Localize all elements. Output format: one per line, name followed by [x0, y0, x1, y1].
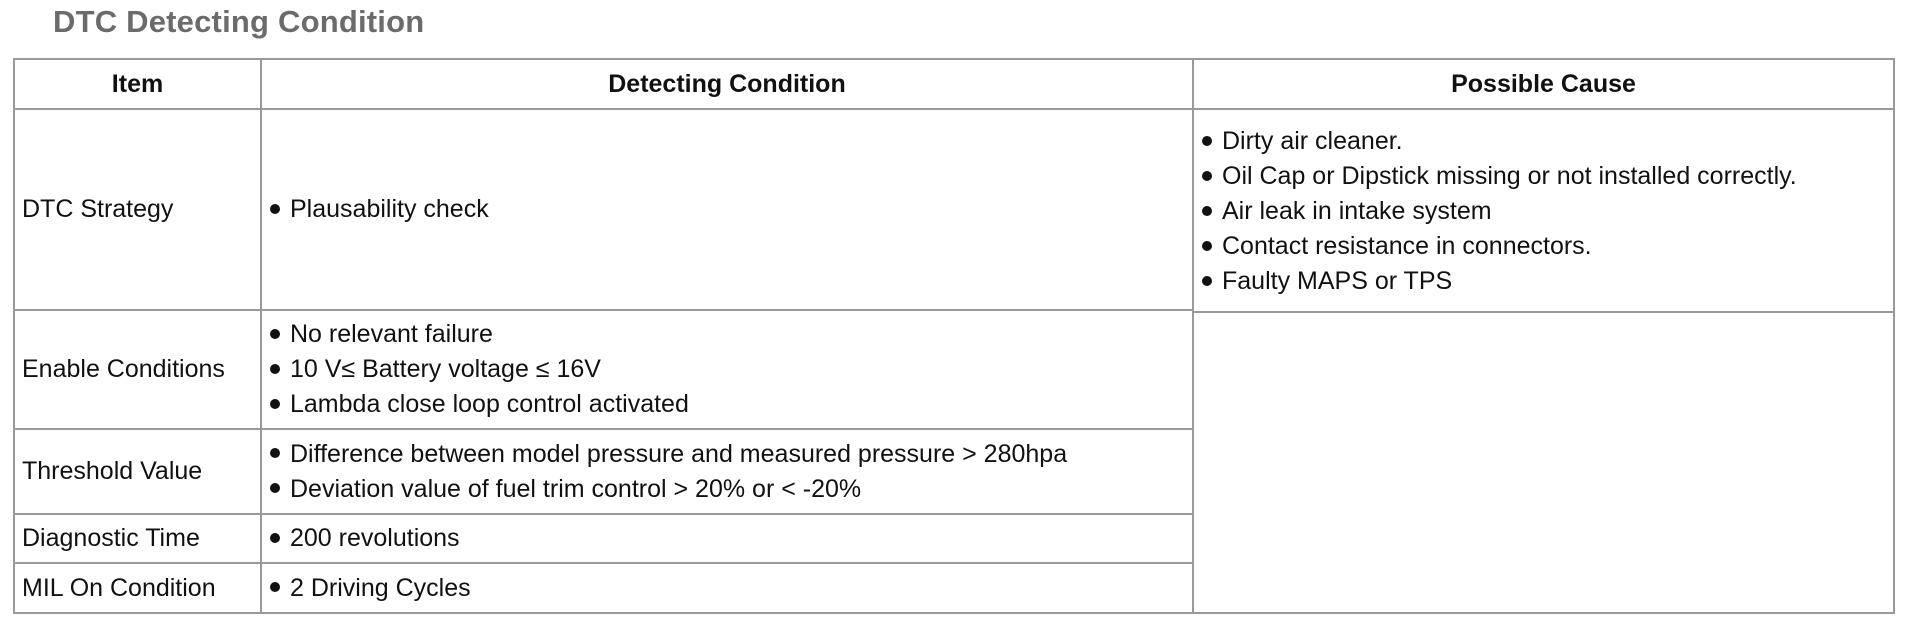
item-cell: DTC Strategy [14, 109, 261, 310]
bullet-icon [270, 387, 290, 422]
header-item: Item [14, 59, 261, 109]
condition-cell [261, 429, 1193, 514]
header-detecting-condition: Detecting Condition [261, 59, 1193, 109]
bullet-icon [270, 352, 290, 387]
condition-cell [261, 109, 1193, 310]
list-item: Dirty air cleaner. [1202, 124, 1893, 159]
list-item: Difference between model pressure and measured pressure > 280hpa [270, 437, 1192, 472]
list-item: 2 Driving Cycles [270, 571, 1192, 606]
condition-cell [261, 310, 1193, 429]
possible-cause-cell [1193, 109, 1894, 613]
item-cell: Threshold Value [14, 429, 261, 514]
list-item: Deviation value of fuel trim control > 20% or < -20% [270, 472, 1192, 507]
bullet-icon [270, 472, 290, 507]
condition-cell [261, 563, 1193, 613]
list-item: Oil Cap or Dipstick missing or not installed correctly. [1202, 159, 1893, 194]
list-item: No relevant failure [270, 317, 1192, 352]
dtc-table [13, 58, 1895, 614]
item-cell: Diagnostic Time [14, 514, 261, 563]
bullet-icon [270, 437, 290, 472]
header-possible-cause: Possible Cause [1193, 59, 1894, 109]
bullet-icon [270, 192, 290, 227]
bullet-icon [270, 317, 290, 352]
header-row [14, 59, 1894, 109]
page-title: DTC Detecting Condition [53, 4, 425, 39]
list-item: Faulty MAPS or TPS [1202, 264, 1893, 299]
bullet-icon [1202, 264, 1222, 299]
list-item: Lambda close loop control activated [270, 387, 1192, 422]
list-item: 10 V≤ Battery voltage ≤ 16V [270, 352, 1192, 387]
condition-cell [261, 514, 1193, 563]
item-cell: MIL On Condition [14, 563, 261, 613]
list-item: Contact resistance in connectors. [1202, 229, 1893, 264]
bullet-icon [1202, 124, 1222, 159]
list-item: Plausability check [270, 192, 1192, 227]
bullet-icon [270, 571, 290, 606]
list-item: 200 revolutions [270, 521, 1192, 556]
list-item: Air leak in intake system [1202, 194, 1893, 229]
bullet-icon [1202, 194, 1222, 229]
bullet-icon [1202, 159, 1222, 194]
bullet-icon [270, 521, 290, 556]
item-cell: Enable Conditions [14, 310, 261, 429]
bullet-icon [1202, 229, 1222, 264]
table-row [14, 109, 1894, 310]
